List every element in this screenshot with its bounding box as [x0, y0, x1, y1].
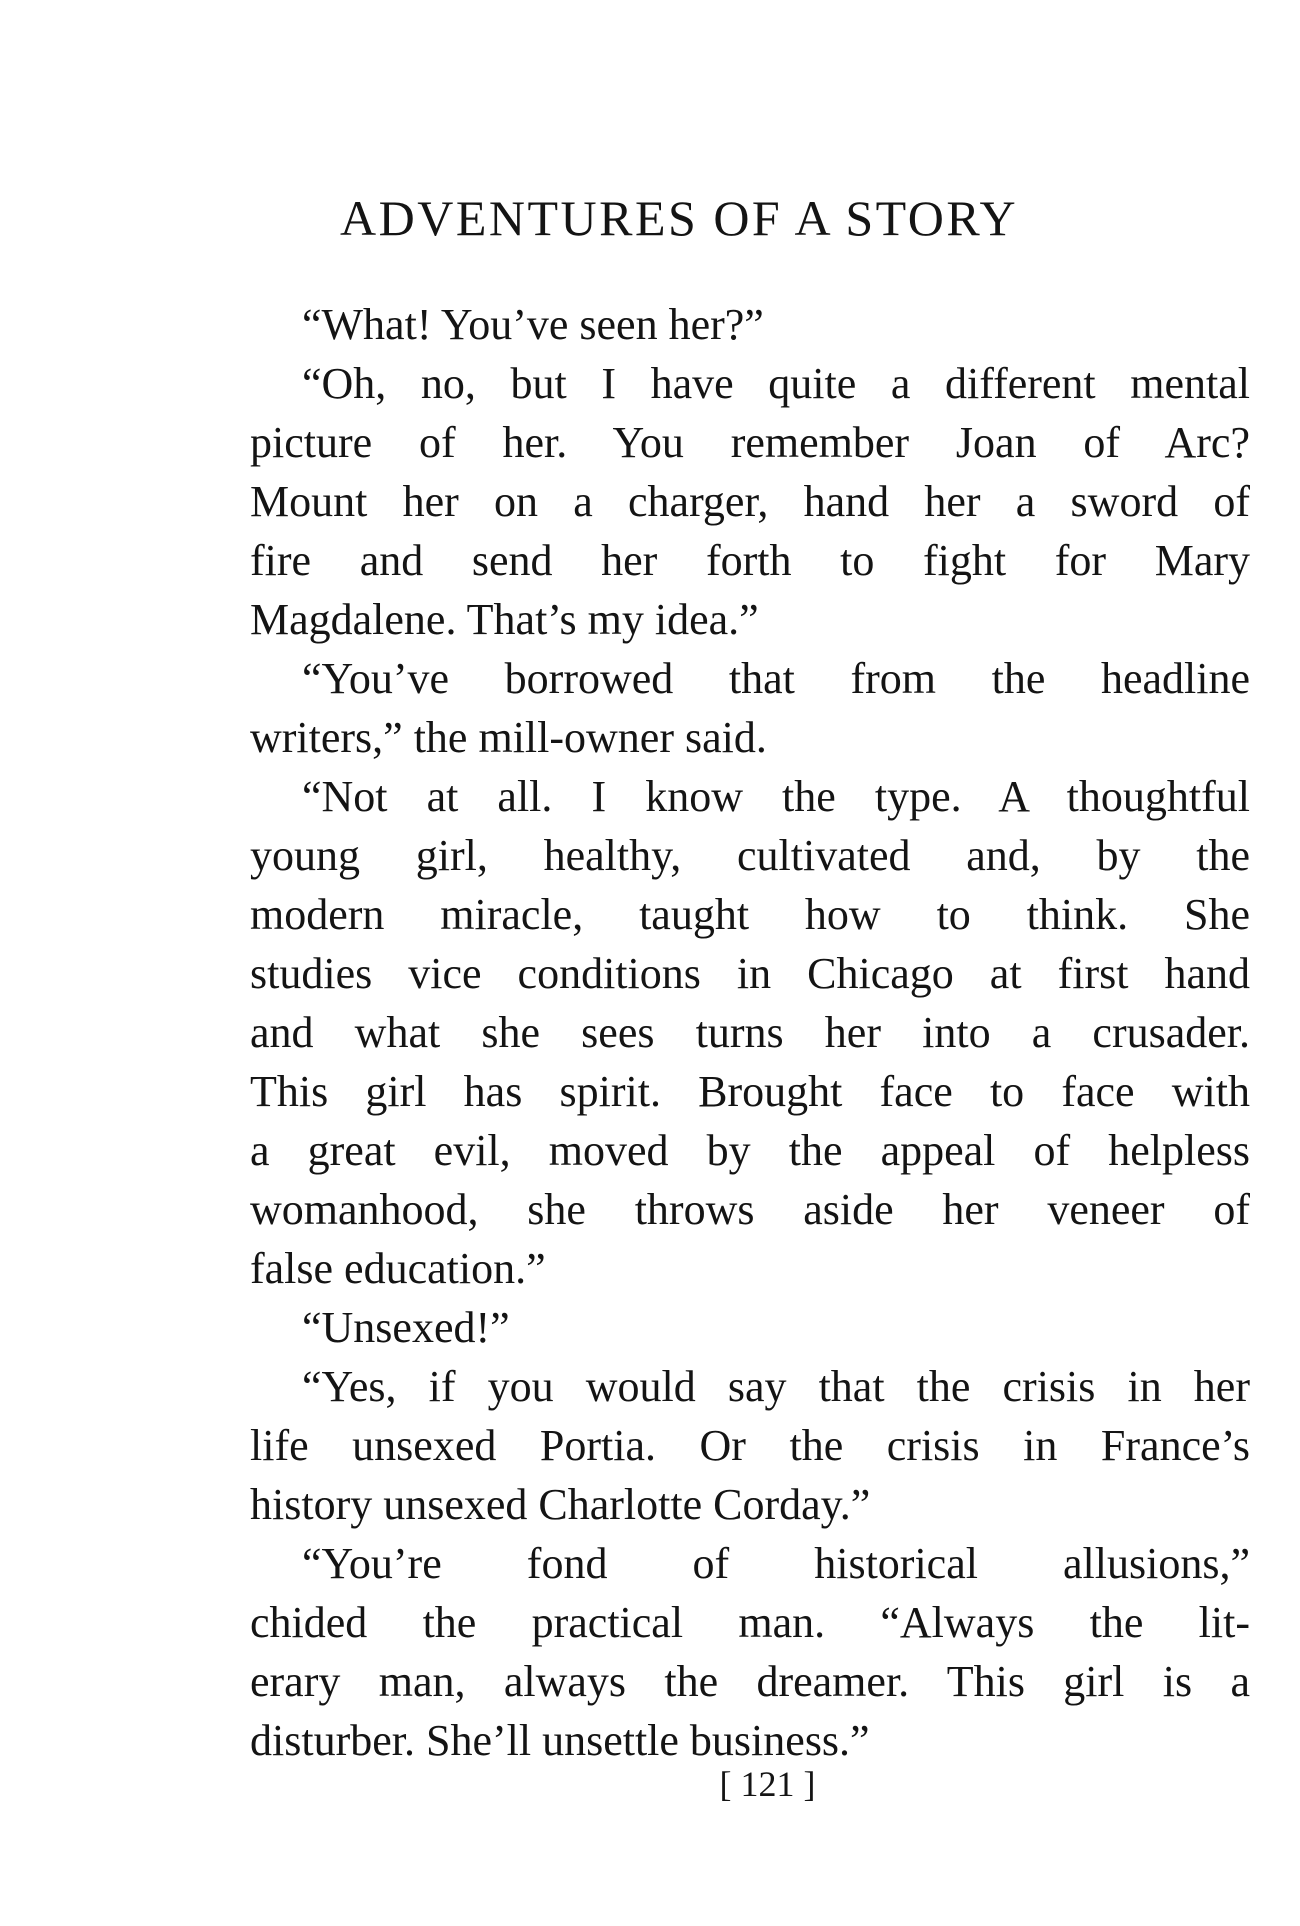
text-line: Mount her on a charger, hand her a sword of [250, 477, 1250, 526]
text-line: writers,” the mill-owner said. [250, 713, 767, 762]
text-line: This girl has spirit. Brought face to face with [250, 1067, 1250, 1116]
text-line: false education.” [250, 1244, 546, 1293]
text-line: “Oh, no, but I have quite a different mental [302, 359, 1250, 408]
text-line: “Yes, if you would say that the crisis in her [302, 1362, 1250, 1411]
page-number: [ 121 ] [719, 1764, 816, 1804]
text-line: “What! You’ve seen her?” [302, 300, 764, 349]
text-line: modern miracle, taught how to think. She [250, 890, 1250, 939]
text-line: history unsexed Charlotte Corday.” [250, 1480, 871, 1529]
text-line: studies vice conditions in Chicago at first hand [250, 949, 1250, 998]
text-line: young girl, healthy, cultivated and, by the [250, 831, 1250, 880]
text-line: and what she sees turns her into a crusader. [250, 1008, 1250, 1057]
text-line: “You’ve borrowed that from the headline [302, 654, 1250, 703]
text-line: “Not at all. I know the type. A thoughtful [302, 772, 1250, 821]
text-line: disturber. She’ll unsettle business.” [250, 1716, 870, 1765]
text-line: life unsexed Portia. Or the crisis in France’s [250, 1421, 1250, 1470]
text-line: Magdalene. That’s my idea.” [250, 595, 759, 644]
text-line: womanhood, she throws aside her veneer of [250, 1185, 1250, 1234]
text-line: erary man, always the dreamer. This girl is a [250, 1657, 1250, 1706]
text-line: “You’re fond of historical allusions,” [302, 1539, 1250, 1588]
running-head: ADVENTURES OF A STORY [340, 190, 1019, 246]
text-line: chided the practical man. “Always the lit- [250, 1598, 1250, 1647]
text-line: fire and send her forth to fight for Mary [250, 536, 1250, 585]
text-line: picture of her. You remember Joan of Arc? [250, 418, 1250, 467]
text-line: a great evil, moved by the appeal of helpless [250, 1126, 1250, 1175]
text-line: “Unsexed!” [302, 1303, 510, 1352]
body-text [250, 295, 1250, 1770]
